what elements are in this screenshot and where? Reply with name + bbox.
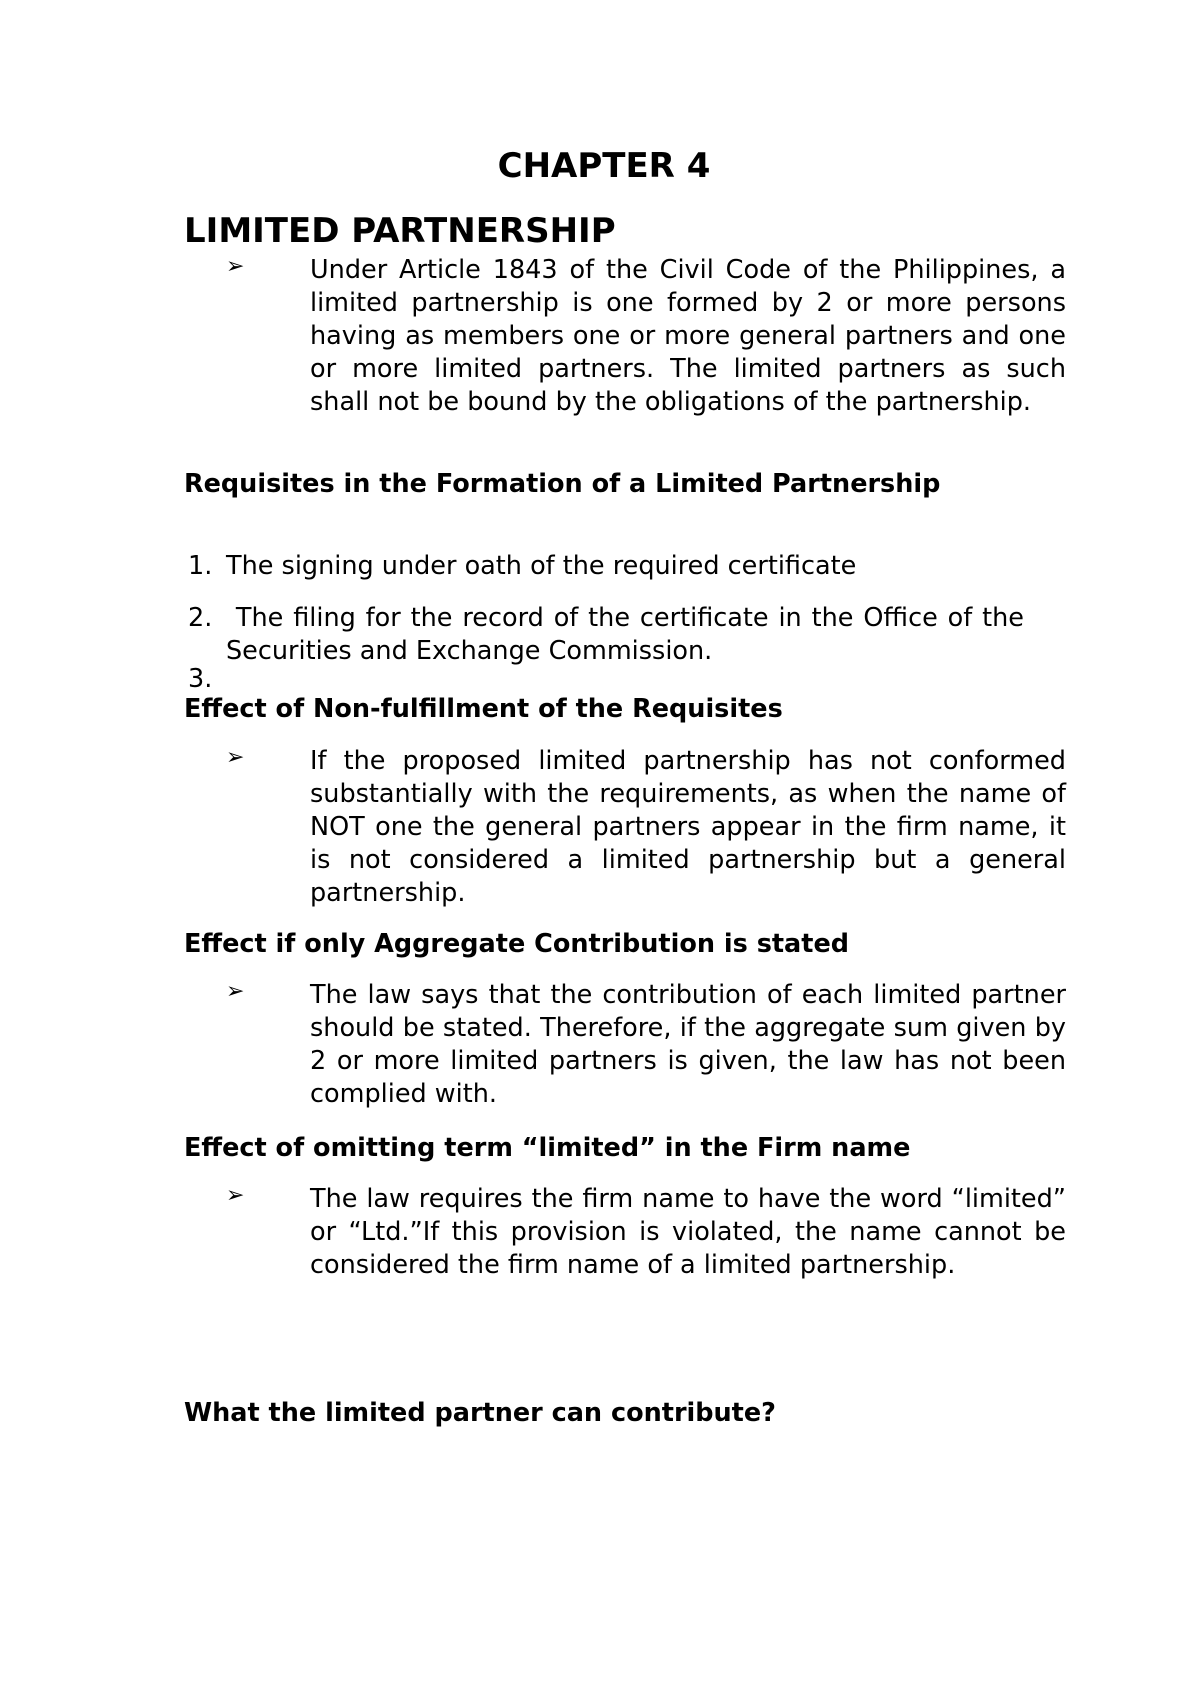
aggregate-bullet-text: The law says that the contribution of each limited partner should be stated. Therefore, if the aggregate sum given by 2 or more limited partners is given, the law has not been complied with. xyxy=(310,980,1066,1109)
list-item-text: The filing for the record of the certificate in the Office of the Securities and Exchange Commission. xyxy=(226,603,1033,666)
arrowhead-bullet-icon: ➢ xyxy=(226,1183,245,1208)
aggregate-heading: Effect if only Aggregate Contribution is stated xyxy=(184,929,850,959)
arrowhead-bullet-icon: ➢ xyxy=(226,979,245,1004)
list-number: 2. xyxy=(188,603,213,633)
list-item-text: The signing under oath of the required certificate xyxy=(226,551,857,581)
requisite-item-1 xyxy=(188,550,1024,583)
intro-bullet xyxy=(226,254,1066,419)
chapter-title: CHAPTER 4 xyxy=(497,146,711,186)
aggregate-bullet xyxy=(226,979,1066,1111)
non-fulfillment-heading: Effect of Non-fulfillment of the Requisites xyxy=(184,694,783,724)
non-fulfillment-bullet xyxy=(226,745,1066,910)
non-fulfillment-bullet-text: If the proposed limited partnership has not conformed substantially with the requirements, as when the name of NOT one the general partners appear in the firm name, it is not considered a limited partnership but a general partnership. xyxy=(310,746,1066,908)
requisite-item-2 xyxy=(188,602,1033,668)
arrowhead-bullet-icon: ➢ xyxy=(226,745,245,770)
requisites-heading: Requisites in the Formation of a Limited Partnership xyxy=(184,469,941,499)
contribute-heading: What the limited partner can contribute? xyxy=(184,1398,776,1428)
list-number: 3. xyxy=(188,664,213,694)
omitting-heading: Effect of omitting term “limited” in the Firm name xyxy=(184,1133,911,1163)
intro-bullet-text: Under Article 1843 of the Civil Code of the Philippines, a limited partnership is one formed by 2 or more persons having as members one or more general partners and one or more limited partners. The limited partners as such shall not be bound by the obligations of the partnership. xyxy=(310,255,1066,417)
omitting-bullet-text: The law requires the firm name to have the word “limited” or “Ltd.”If this provision is violated, the name cannot be considered the firm name of a limited partnership. xyxy=(310,1184,1066,1280)
arrowhead-bullet-icon: ➢ xyxy=(226,254,245,279)
list-number: 1. xyxy=(188,551,213,581)
section-title: LIMITED PARTNERSHIP xyxy=(184,211,616,251)
omitting-bullet xyxy=(226,1183,1066,1282)
